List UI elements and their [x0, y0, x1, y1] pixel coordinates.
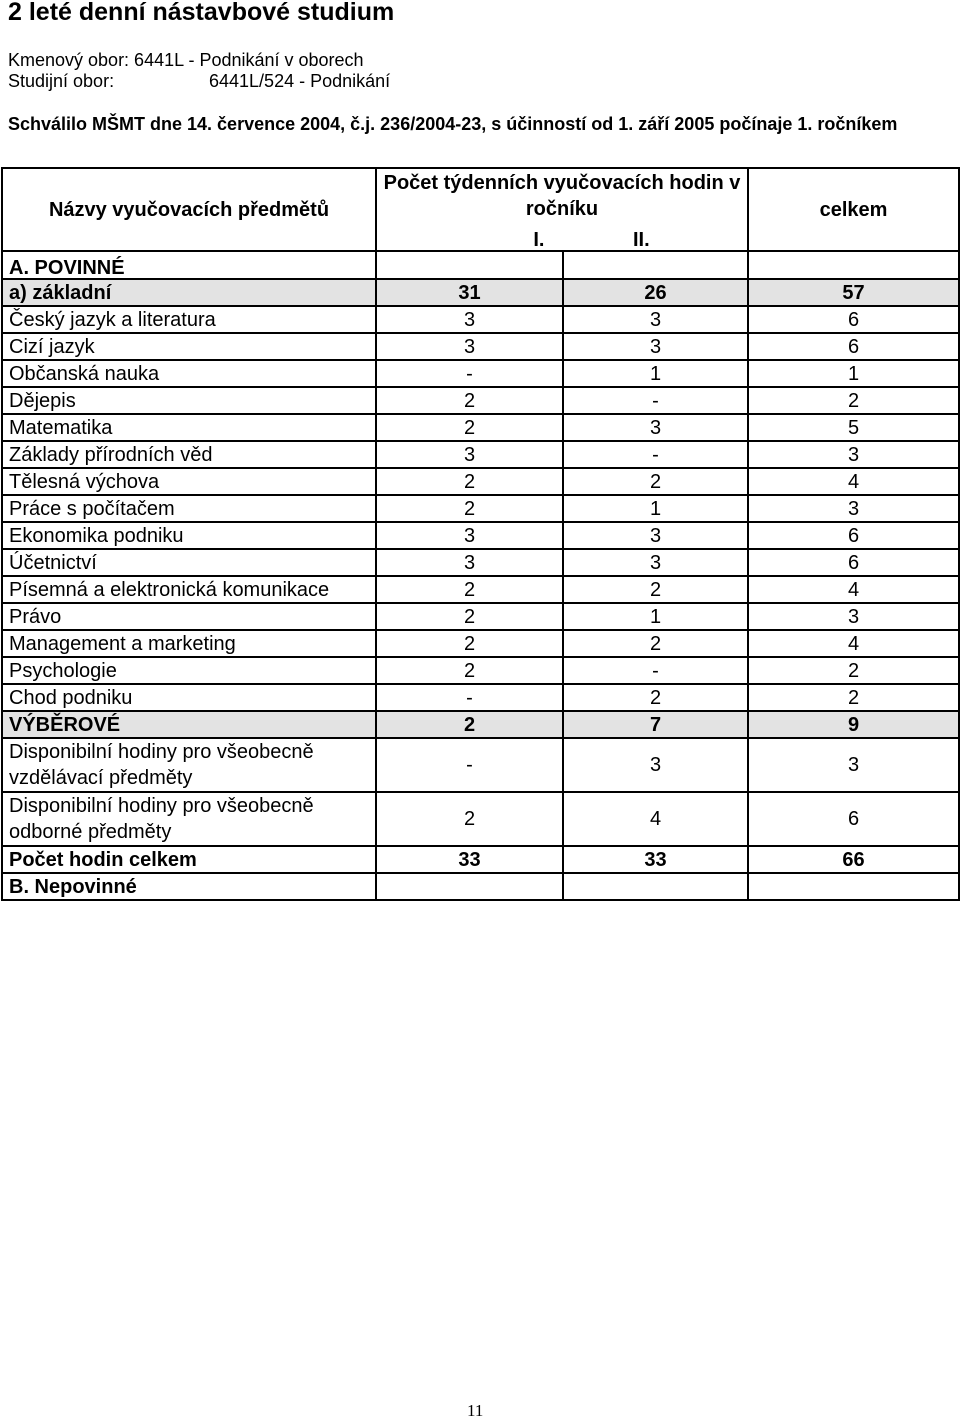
hours-year-2: 3 [563, 333, 748, 360]
section-a-blank-3 [748, 251, 959, 279]
table-row [2, 468, 959, 495]
section-a-blank-2 [563, 251, 748, 279]
section-b-blank-2 [563, 873, 748, 900]
table-row [2, 387, 959, 414]
subject-name: Matematika [2, 414, 376, 441]
hours-year-2: 26 [563, 279, 748, 306]
table-row [2, 792, 959, 846]
study-branch-value: 6441L/524 - Podnikání [209, 71, 391, 91]
approval-note: Schválilo MŠMT dne 14. července 2004, č.j. 236/2004-23, s účinností od 1. září 2005 počínaje 1. ročníkem [8, 114, 898, 134]
hours-year-2: 1 [563, 603, 748, 630]
hours-total: 2 [748, 387, 959, 414]
study-branch-line [8, 71, 391, 92]
hours-year-2: 3 [563, 414, 748, 441]
hours-year-1: 3 [376, 441, 563, 468]
subject-name: Management a marketing [2, 630, 376, 657]
document-title: 2 leté denní nástavbové studium [8, 0, 395, 26]
hours-year-2: 2 [563, 630, 748, 657]
table-row [2, 414, 959, 441]
table-row [2, 360, 959, 387]
header-hours-label: Počet týdenních vyučovacích hodin v ročníku [383, 172, 741, 220]
section-b-blank-3 [748, 873, 959, 900]
hours-year-1: 2 [376, 468, 563, 495]
hours-year-1: 2 [376, 603, 563, 630]
hours-year-1: - [376, 360, 563, 387]
hours-year-2: 2 [563, 684, 748, 711]
table-row [2, 603, 959, 630]
hours-total: 4 [748, 630, 959, 657]
hours-total: 3 [748, 495, 959, 522]
header-year-2: II. [633, 229, 650, 251]
hours-year-2: - [563, 441, 748, 468]
hours-year-1: 2 [376, 792, 563, 846]
hours-total: 3 [748, 441, 959, 468]
subject-name: Počet hodin celkem [2, 846, 376, 873]
header-total: celkem [748, 168, 959, 251]
table-row [2, 576, 959, 603]
subject-name: Český jazyk a literatura [2, 306, 376, 333]
section-a-blank-1 [376, 251, 563, 279]
hours-total: 57 [748, 279, 959, 306]
section-b-label: B. Nepovinné [2, 873, 376, 900]
subject-name: Disponibilní hodiny pro všeobecně odborné předměty [2, 792, 376, 846]
hours-total: 4 [748, 576, 959, 603]
hours-year-2: 4 [563, 792, 748, 846]
hours-year-2: 33 [563, 846, 748, 873]
hours-total: 9 [748, 711, 959, 738]
table-row [2, 630, 959, 657]
header-years [376, 223, 748, 251]
subject-name: Občanská nauka [2, 360, 376, 387]
header-hours [376, 168, 748, 223]
hours-year-2: 3 [563, 738, 748, 792]
hours-year-1: 3 [376, 549, 563, 576]
hours-year-2: 3 [563, 522, 748, 549]
subject-name: Disponibilní hodiny pro všeobecně vzdělávací předměty [2, 738, 376, 792]
table-row [2, 738, 959, 792]
hours-total: 2 [748, 657, 959, 684]
hours-total: 4 [748, 468, 959, 495]
hours-year-1: 3 [376, 522, 563, 549]
hours-year-1: - [376, 738, 563, 792]
section-a-label: A. POVINNÉ [2, 251, 376, 279]
subject-name: a) základní [2, 279, 376, 306]
table-row [2, 657, 959, 684]
hours-year-1: 2 [376, 387, 563, 414]
header-year-1: I. [533, 229, 545, 251]
curriculum-table [1, 167, 960, 901]
subject-name: VÝBĚROVÉ [2, 711, 376, 738]
hours-total: 1 [748, 360, 959, 387]
hours-year-2: 7 [563, 711, 748, 738]
subject-name: Práce s počítačem [2, 495, 376, 522]
table-row [2, 495, 959, 522]
header-subjects: Názvy vyučovacích předmětů [2, 168, 376, 251]
hours-year-2: 3 [563, 549, 748, 576]
subject-name: Tělesná výchova [2, 468, 376, 495]
hours-year-2: 3 [563, 306, 748, 333]
subject-name: Ekonomika podniku [2, 522, 376, 549]
table-row [2, 522, 959, 549]
study-branch-label: Studijní obor: [8, 71, 115, 91]
hours-total: 5 [748, 414, 959, 441]
hours-year-1: 33 [376, 846, 563, 873]
hours-year-2: 1 [563, 360, 748, 387]
hours-total: 6 [748, 792, 959, 846]
section-b-blank-1 [376, 873, 563, 900]
table-row [2, 333, 959, 360]
subject-name: Cizí jazyk [2, 333, 376, 360]
subject-name: Chod podniku [2, 684, 376, 711]
table-row [2, 306, 959, 333]
hours-total: 3 [748, 738, 959, 792]
hours-total: 6 [748, 549, 959, 576]
hours-year-1: 2 [376, 576, 563, 603]
subject-name: Psychologie [2, 657, 376, 684]
hours-total: 6 [748, 522, 959, 549]
table-row [2, 711, 959, 738]
subject-name: Písemná a elektronická komunikace [2, 576, 376, 603]
hours-year-2: - [563, 657, 748, 684]
hours-year-1: 2 [376, 657, 563, 684]
field-of-study-line: Kmenový obor: 6441L - Podnikání v oborech [8, 50, 364, 70]
subject-name: Základy přírodních věd [2, 441, 376, 468]
table-row [2, 846, 959, 873]
hours-year-2: - [563, 387, 748, 414]
hours-year-2: 2 [563, 576, 748, 603]
hours-year-1: - [376, 684, 563, 711]
table-row [2, 873, 959, 900]
hours-total: 66 [748, 846, 959, 873]
hours-year-1: 3 [376, 306, 563, 333]
hours-year-1: 2 [376, 414, 563, 441]
hours-year-1: 3 [376, 333, 563, 360]
hours-year-2: 1 [563, 495, 748, 522]
table-row [2, 441, 959, 468]
hours-year-1: 2 [376, 495, 563, 522]
hours-year-2: 2 [563, 468, 748, 495]
table-row [2, 549, 959, 576]
table-row [2, 684, 959, 711]
subject-name: Právo [2, 603, 376, 630]
table-row [2, 279, 959, 306]
subject-name: Účetnictví [2, 549, 376, 576]
hours-year-1: 31 [376, 279, 563, 306]
hours-year-1: 2 [376, 711, 563, 738]
subject-name: Dějepis [2, 387, 376, 414]
hours-year-1: 2 [376, 630, 563, 657]
hours-total: 3 [748, 603, 959, 630]
page-number: 11 [467, 1401, 484, 1420]
hours-total: 6 [748, 333, 959, 360]
hours-total: 6 [748, 306, 959, 333]
hours-total: 2 [748, 684, 959, 711]
